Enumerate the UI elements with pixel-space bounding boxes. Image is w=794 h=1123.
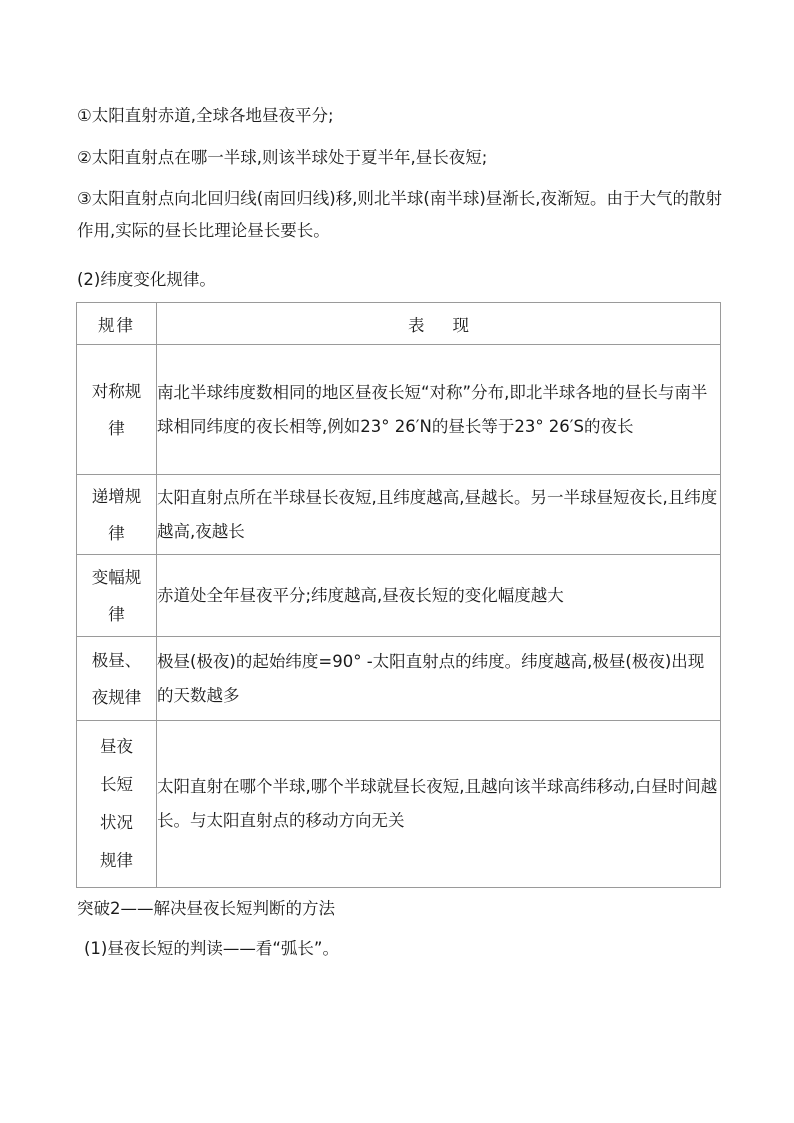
rule-cell: 昼夜长短状况规律 xyxy=(77,721,157,888)
rules-table xyxy=(76,302,721,888)
rule-cell: 递增规律 xyxy=(77,475,157,555)
paragraph-2: ②太阳直射点在哪一半球,则该半球处于夏半年,昼长夜短; xyxy=(77,148,488,167)
desc-cell: 极昼(极夜)的起始纬度=90° -太阳直射点的纬度。纬度越高,极昼(极夜)出现的天数越多 xyxy=(157,637,721,721)
desc-cell: 赤道处全年昼夜平分;纬度越高,昼夜长短的变化幅度越大 xyxy=(157,555,721,637)
paragraph-3: ③太阳直射点向北回归线(南回归线)移,则北半球(南半球)昼渐长,夜渐短。由于大气的散射作用,实际的昼长比理论昼长要长。 xyxy=(77,189,723,240)
rule-cell: 变幅规律 xyxy=(77,555,157,637)
table-row xyxy=(77,721,721,888)
table-header-row xyxy=(77,303,721,345)
table-row xyxy=(77,345,721,475)
desc-cell: 太阳直射点所在半球昼长夜短,且纬度越高,昼越长。另一半球昼短夜长,且纬度越高,夜越长 xyxy=(157,475,721,555)
rule-cell: 对称规律 xyxy=(77,345,157,475)
table-row xyxy=(77,475,721,555)
header-rule: 规律 xyxy=(77,303,157,345)
desc-cell: 太阳直射在哪个半球,哪个半球就昼长夜短,且越向该半球高纬移动,白昼时间越长。与太阳直射点的移动方向无关 xyxy=(157,721,721,888)
paragraph-1: ①太阳直射赤道,全球各地昼夜平分; xyxy=(77,106,334,125)
header-desc: 表现 xyxy=(157,303,721,345)
table-row xyxy=(77,637,721,721)
paragraph-4: (2)纬度变化规律。 xyxy=(77,270,216,289)
sub-heading: (1)昼夜长短的判读——看“弧长”。 xyxy=(84,939,339,958)
section-heading: 突破2——解决昼夜长短判断的方法 xyxy=(77,899,335,918)
rule-cell: 极昼、夜规律 xyxy=(77,637,157,721)
desc-cell: 南北半球纬度数相同的地区昼夜长短“对称”分布,即北半球各地的昼长与南半球相同纬度的夜长相等,例如23° 26′N的昼长等于23° 26′S的夜长 xyxy=(157,345,721,475)
table-row xyxy=(77,555,721,637)
